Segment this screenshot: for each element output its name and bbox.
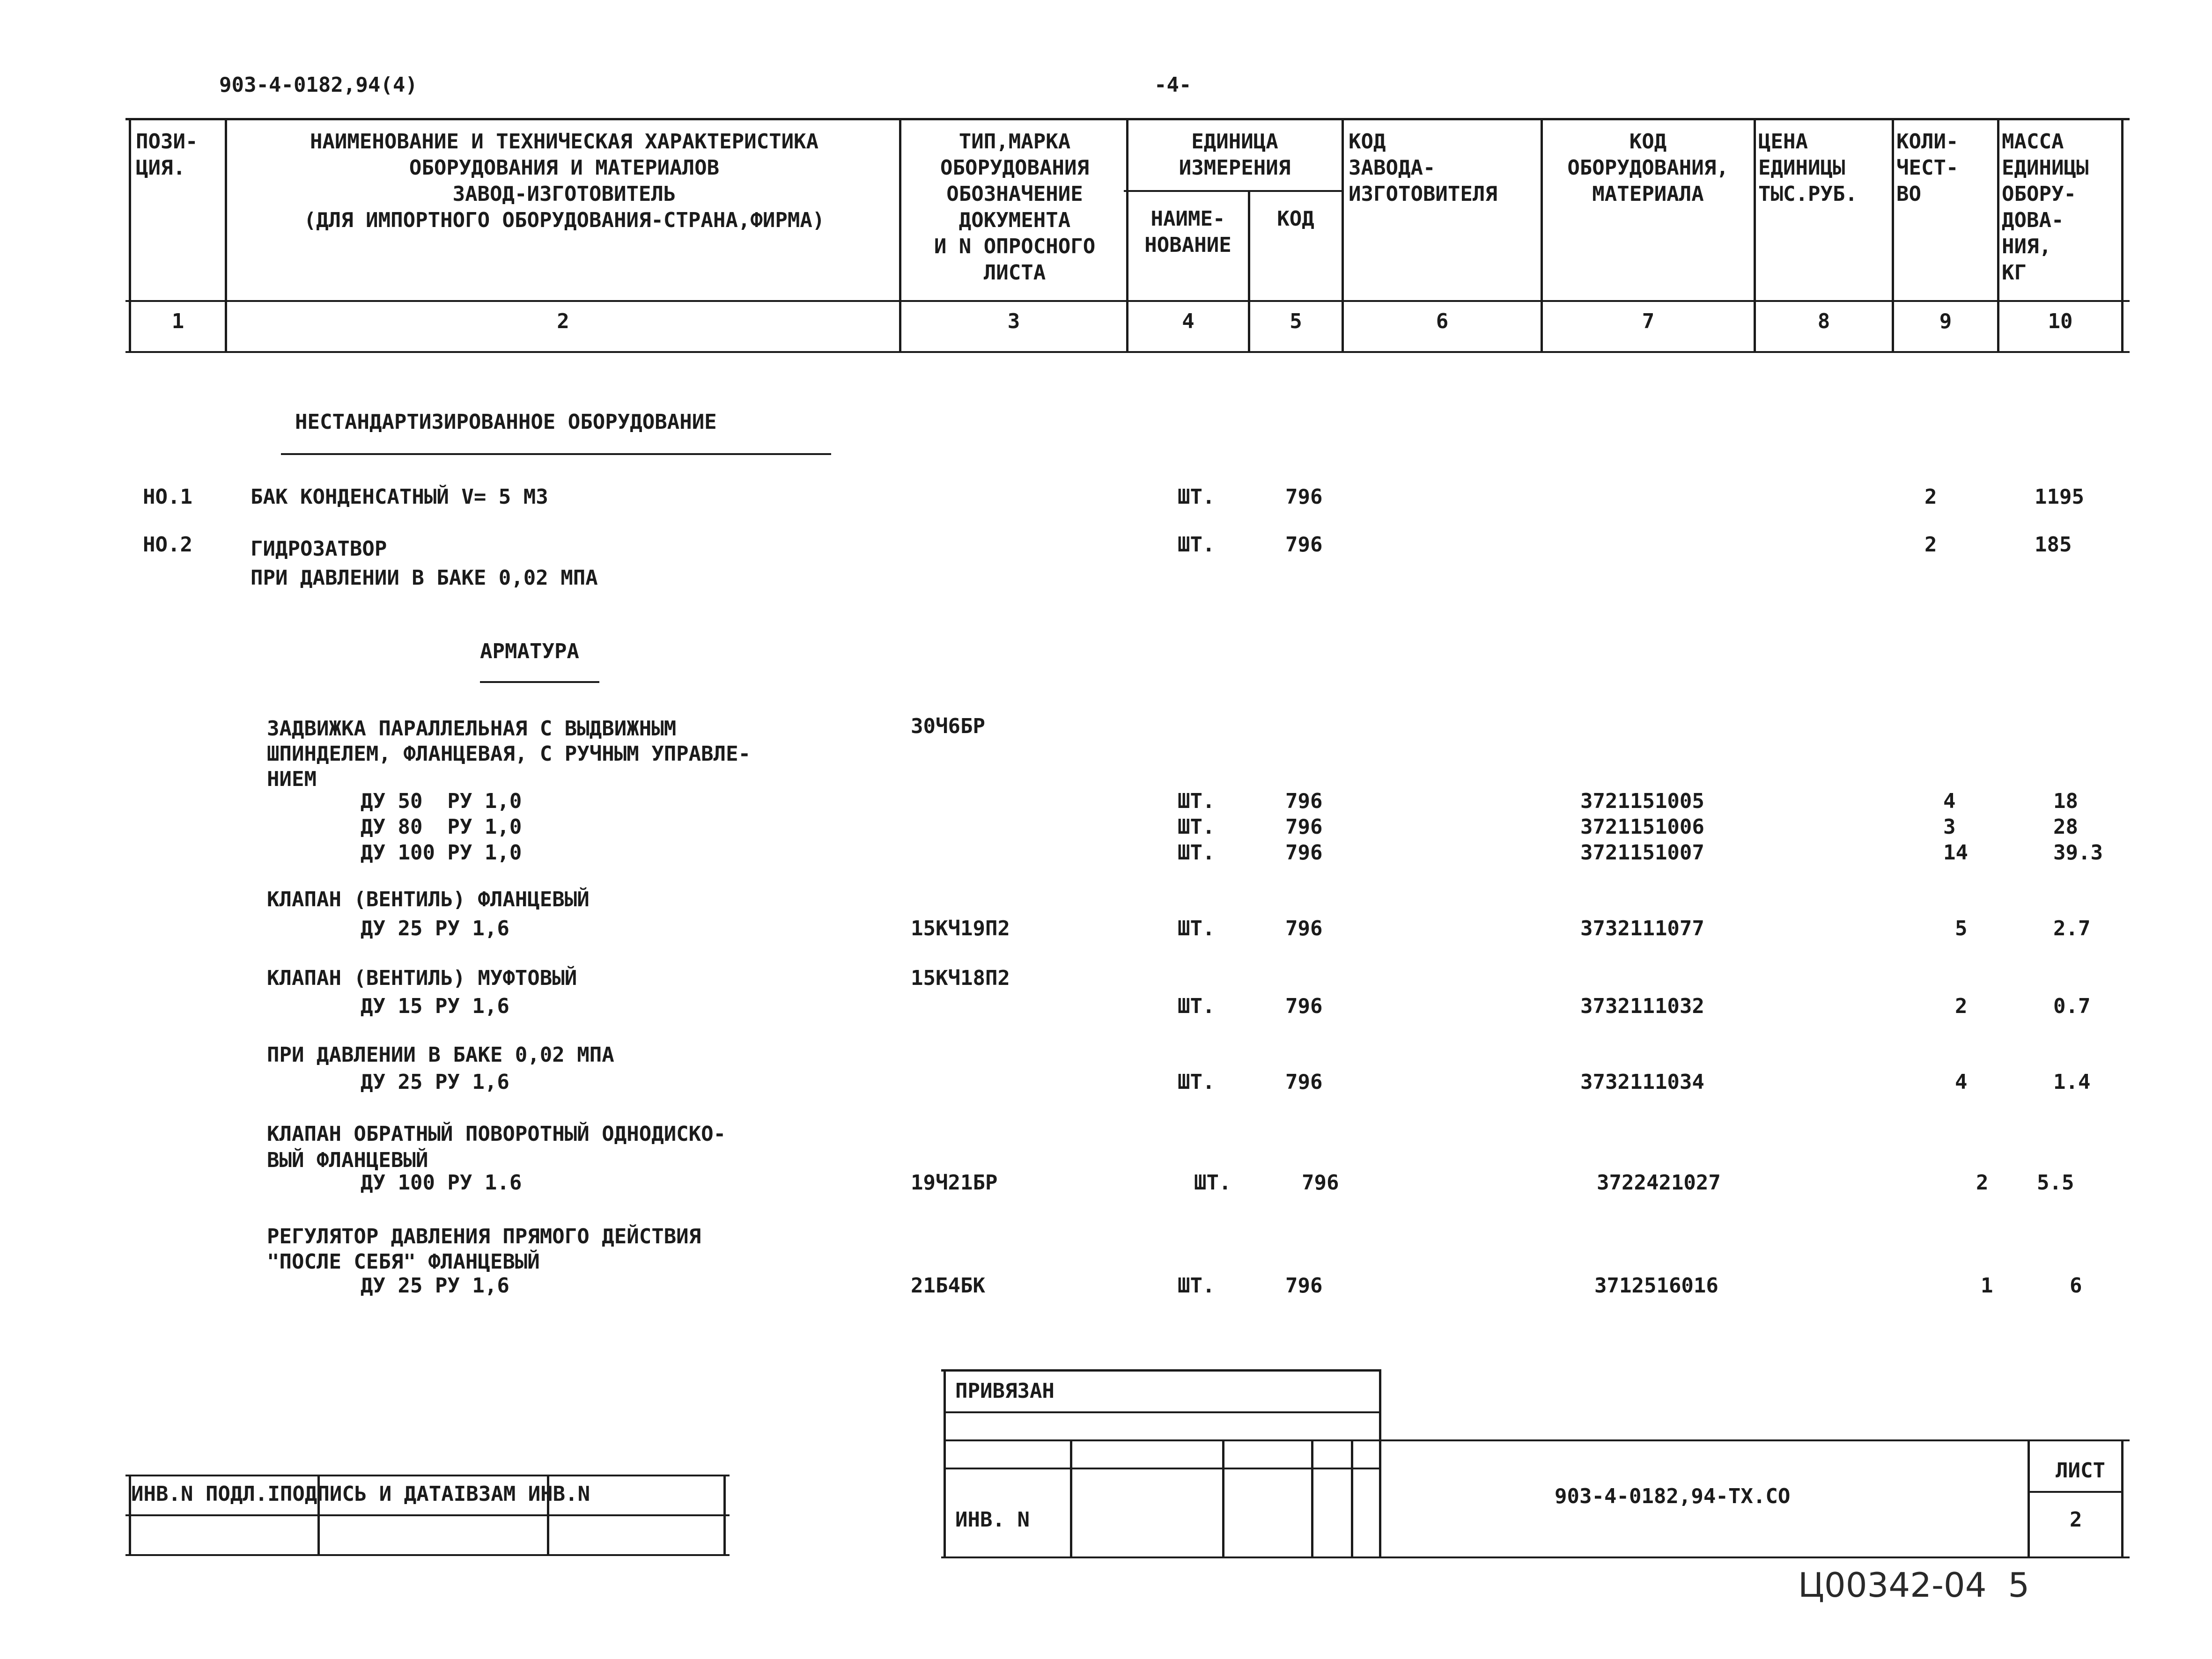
item-type: 19Ч21БР [911,1171,998,1195]
row-mass: 1.4 [2053,1070,2091,1094]
row-name: ДУ 15 РУ 1,6 [361,994,509,1018]
column-number: 8 [1817,309,1830,333]
item-name: КЛАПАН (ВЕНТИЛЬ) МУФТОВЫЙ [267,966,577,990]
row-equipment-code: 3721151006 [1580,815,1704,839]
row-quantity: 4 [1943,789,1956,813]
column-number: 7 [1642,309,1655,333]
page-number: -4- [1154,73,1192,97]
row-unit: ШТ. [1178,789,1215,813]
table-border-right [2121,120,2124,351]
row-unit-code: 796 [1285,815,1323,839]
sheet-number: 2 [2070,1508,2082,1532]
row-equipment-code: 3732111034 [1580,1070,1704,1094]
row-mass: 18 [2053,789,2078,813]
row-unit: ШТ. [1178,533,1215,557]
row-equipment-code: 3721151007 [1580,841,1704,865]
unit-group-rule [1124,190,1344,192]
row-name: ДУ 25 РУ 1,6 [361,917,509,940]
row-unit-code: 796 [1285,841,1323,865]
signature-block-header: ИНВ.N ПОДЛ.IПОДПИСЬ И ДАТАIВЗАМ ИНВ.N [131,1482,590,1506]
row-name: ДУ 50 РУ 1,0 [361,789,522,813]
column-number: 2 [557,309,569,333]
document-code: 903-4-0182,94-ТХ.СО [1555,1484,1791,1508]
column-number: 10 [2048,309,2073,333]
header-price: ЦЕНА ЕДИНИЦЫ ТЫС.РУБ. [1758,130,1858,206]
signature-block-rule [125,1554,730,1556]
row-quantity: 2 [1924,485,1937,509]
row-equipment-code: 3722421027 [1597,1171,1721,1195]
header-mass: МАССА ЕДИНИЦЫ ОБОРУ- ДОВА- НИЯ, КГ [2002,130,2089,285]
title-block-rule [1379,1439,2130,1441]
row-name: ДУ 25 РУ 1,6 [361,1274,509,1298]
item-name: РЕГУЛЯТОР ДАВЛЕНИЯ ПРЯМОГО ДЕЙСТВИЯ "ПОСЛЕ СЕБЯ" ФЛАНЦЕВЫЙ [267,1225,701,1274]
sheet-box-border [2028,1441,2030,1558]
row-position: НО.2 [143,533,192,557]
row-quantity: 5 [1955,917,1968,940]
stamp-top-rule [941,1369,1381,1372]
row-mass: 6 [2070,1274,2082,1298]
row-name: ДУ 80 РУ 1,0 [361,815,522,839]
row-mass: 1195 [2035,485,2084,509]
row-unit-code: 796 [1285,533,1323,557]
row-unit-code: 796 [1285,789,1323,813]
column-number: 5 [1290,309,1302,333]
signature-block-divider [317,1475,320,1555]
row-unit: ШТ. [1178,841,1215,865]
signature-block-divider [547,1475,549,1555]
item-name: КЛАПАН (ВЕНТИЛЬ) ФЛАНЦЕВЫЙ [267,888,590,911]
stamp-divider [1222,1439,1224,1558]
row-quantity: 1 [1981,1274,1993,1298]
signature-block-border [723,1475,726,1555]
row-name: ДУ 25 РУ 1,6 [361,1070,509,1094]
row-mass: 5.5 [2037,1171,2074,1195]
row-position: НО.1 [143,485,192,509]
row-mass: 28 [2053,815,2078,839]
row-name: БАК КОНДЕНСАТНЫЙ V= 5 М3 [251,485,548,509]
row-equipment-code: 3721151005 [1580,789,1704,813]
item-name: ЗАДВИЖКА ПАРАЛЛЕЛЬНАЯ С ВЫДВИЖНЫМ ШПИНДЕЛЕМ, ФЛАНЦЕВАЯ, С РУЧНЫМ УПРАВЛЕ- НИЕМ [267,717,751,791]
row-name: ГИДРОЗАТВОР ПРИ ДАВЛЕНИИ В БАКЕ 0,02 МПА [251,537,598,590]
row-unit: ШТ. [1178,1274,1215,1298]
sheet-box-border [2121,1441,2124,1558]
section-title-fittings: АРМАТУРА [480,639,579,663]
header-bottom-rule [125,351,2130,353]
row-unit-code: 796 [1285,1274,1323,1298]
row-quantity: 4 [1955,1070,1968,1094]
header-unit-group: ЕДИНИЦА ИЗМЕРЕНИЯ [1179,130,1291,180]
row-mass: 39.3 [2053,841,2103,865]
header-unit-code: КОД [1277,207,1314,231]
stamp-inventory-label: ИНВ. N [955,1508,1030,1532]
stamp-divider [1351,1439,1353,1558]
row-equipment-code: 3712516016 [1594,1274,1718,1298]
row-name: ДУ 100 РУ 1.6 [361,1171,522,1195]
row-mass: 2.7 [2053,917,2091,940]
item-name: КЛАПАН ОБРАТНЫЙ ПОВОРОТНЫЙ ОДНОДИСКО- ВЫЙ ФЛАНЦЕВЫЙ [267,1122,726,1172]
header-name: НАИМЕНОВАНИЕ И ТЕХНИЧЕСКАЯ ХАРАКТЕРИСТИКА ОБОРУДОВАНИЯ И МАТЕРИАЛОВ ЗАВОД-ИЗГОТОВИТЕЛЬ (ДЛЯ ИМПОРТНОГО ОБОРУДОВАНИЯ-СТРАНА,ФИРМА) [303,130,825,232]
row-unit: ШТ. [1194,1171,1231,1195]
sheet-box-rule [2028,1491,2121,1493]
header-type: ТИП,МАРКА ОБОРУДОВАНИЯ ОБОЗНАЧЕНИЕ ДОКУМЕНТА И N ОПРОСНОГО ЛИСТА [934,130,1096,285]
column-number: 6 [1436,309,1449,333]
row-unit-code: 796 [1285,485,1323,509]
section-title-nonstandard: НЕСТАНДАРТИЗИРОВАННОЕ ОБОРУДОВАНИЕ [295,410,717,434]
row-quantity: 3 [1943,815,1956,839]
row-mass: 185 [2035,533,2072,557]
stamp-border [1379,1371,1381,1558]
row-unit: ШТ. [1178,994,1215,1018]
column-number: 4 [1182,309,1194,333]
row-unit: ШТ. [1178,1070,1215,1094]
handwritten-archive-number: Ц00342-04 5 [1798,1565,2030,1605]
stamp-border [944,1371,946,1558]
row-equipment-code: 3732111077 [1580,917,1704,940]
signature-block-rule [125,1514,730,1516]
row-unit-code: 796 [1285,1070,1323,1094]
stamp-rule [944,1439,1381,1441]
sheet-label: ЛИСТ [2056,1459,2105,1483]
signature-block-border [129,1475,131,1555]
row-unit: ШТ. [1178,917,1215,940]
item-type: 21Б4БК [911,1274,985,1298]
row-unit-code: 796 [1285,917,1323,940]
header-unit-name: НАИМЕ- НОВАНИЕ [1144,207,1231,257]
stamp-rule [944,1468,1381,1469]
header-quantity: КОЛИ- ЧЕСТ- ВО [1896,130,1959,206]
header-position: ПОЗИ- ЦИЯ. [136,130,198,180]
column-number: 9 [1939,309,1952,333]
stamp-attached-label: ПРИВЯЗАН [955,1379,1054,1403]
row-unit-code: 796 [1285,994,1323,1018]
row-quantity: 2 [1955,994,1968,1018]
row-quantity: 2 [1976,1171,1989,1195]
title-block-bottom-rule [941,1556,2130,1558]
stamp-divider [1070,1439,1072,1558]
stamp-divider [1311,1439,1313,1558]
row-equipment-code: 3732111032 [1580,994,1704,1018]
row-unit-code: 796 [1302,1171,1339,1195]
row-name: ДУ 100 РУ 1,0 [361,841,522,865]
section-underline [281,453,831,455]
column-number: 3 [1007,309,1020,333]
header-equipment-code: КОД ОБОРУДОВАНИЯ, МАТЕРИАЛА [1567,130,1729,206]
item-type: 15КЧ18П2 [911,966,1010,990]
document-code-top: 903-4-0182,94(4) [219,73,418,97]
item-type: 15КЧ19П2 [911,917,1010,940]
item-name: ПРИ ДАВЛЕНИИ В БАКЕ 0,02 МПА [267,1043,614,1067]
header-plant-code: КОД ЗАВОДА- ИЗГОТОВИТЕЛЯ [1349,130,1497,206]
signature-block-rule [125,1475,730,1476]
item-type: 30Ч6БР [911,714,985,738]
column-number: 1 [171,309,184,333]
row-unit: ШТ. [1178,485,1215,509]
row-quantity: 2 [1924,533,1937,557]
row-quantity: 14 [1943,841,1968,865]
section-underline [480,681,599,683]
row-unit: ШТ. [1178,815,1215,839]
row-mass: 0.7 [2053,994,2091,1018]
stamp-rule [944,1411,1381,1413]
